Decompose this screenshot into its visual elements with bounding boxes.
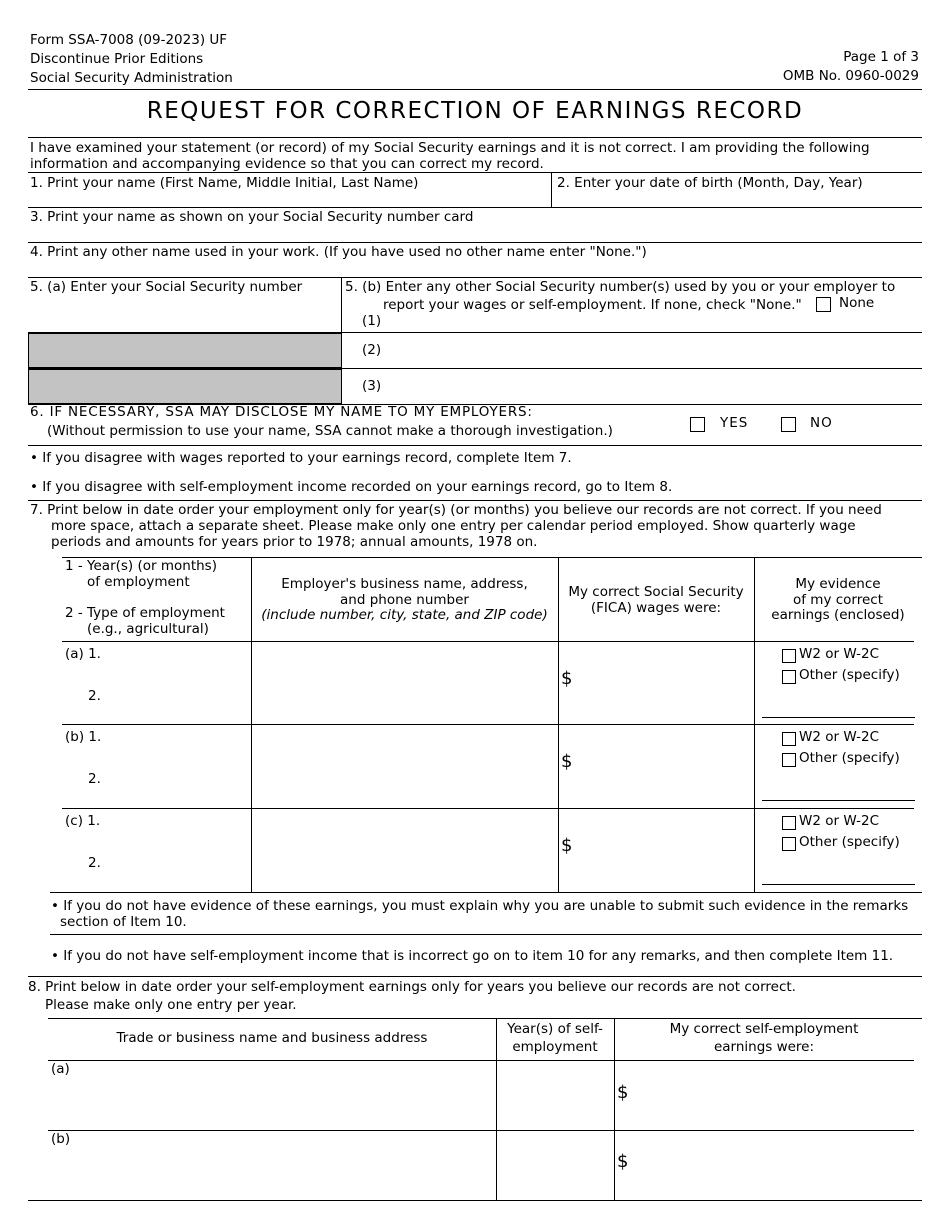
row-type-label: 2. bbox=[88, 771, 101, 787]
col-year-sublabel: of employment bbox=[87, 574, 190, 590]
w2-label: W2 or W-2C bbox=[799, 813, 880, 829]
col-employer-sublabel: and phone number bbox=[340, 592, 469, 608]
page-number: Page 1 of 3 bbox=[843, 49, 919, 65]
omb-number: OMB No. 0960-0029 bbox=[782, 68, 919, 84]
intro-line-1: I have examined your statement (or record) of my Social Security earnings and it is not correct. I am providing the following bbox=[30, 140, 870, 156]
row-year-label: (c) 1. bbox=[65, 813, 101, 829]
col-year-label: 1 - Year(s) (or months) bbox=[65, 558, 217, 574]
row-dollar-sign: $ bbox=[561, 668, 573, 689]
w2-label: W2 or W-2C bbox=[799, 646, 880, 662]
other-ssn-1-input[interactable] bbox=[380, 312, 920, 332]
col-self-earnings-label: My correct self-employment bbox=[669, 1021, 859, 1037]
other-ssn-3-input[interactable] bbox=[380, 370, 920, 403]
col-evidence-sublabel: of my correct bbox=[792, 592, 883, 608]
row-employer-input[interactable] bbox=[252, 811, 556, 889]
other-evidence-checkbox[interactable] bbox=[782, 670, 796, 684]
row-wages-input[interactable] bbox=[577, 745, 752, 785]
other-name-label: 4. Print any other name used in your work. (If you have used no other name enter "None.") bbox=[30, 244, 647, 260]
col-type-sublabel: (e.g., agricultural) bbox=[87, 621, 209, 637]
row-wages-input[interactable] bbox=[577, 829, 752, 869]
other-ssn-2-input[interactable] bbox=[380, 334, 920, 367]
ssn-shaded-box-2 bbox=[28, 369, 342, 404]
yes-label: YES bbox=[720, 415, 749, 431]
col-type-label: 2 - Type of employment bbox=[65, 605, 225, 621]
self-dollar-sign: $ bbox=[617, 1082, 629, 1103]
w2-label: W2 or W-2C bbox=[799, 729, 880, 745]
col-wages-sublabel: (FICA) wages were: bbox=[590, 600, 722, 616]
col-self-year-sublabel: employment bbox=[512, 1039, 598, 1055]
bullet-wages: • If you disagree with wages reported to your earnings record, complete Item 7. bbox=[30, 450, 572, 466]
row-year-label: (b) 1. bbox=[65, 729, 102, 745]
row-dollar-sign: $ bbox=[561, 835, 573, 856]
row-type-label: 2. bbox=[88, 688, 101, 704]
business-input[interactable] bbox=[53, 1079, 493, 1127]
disclose-question: 6. IF NECESSARY, SSA MAY DISCLOSE MY NAME TO MY EMPLOYERS: bbox=[30, 404, 533, 420]
date-of-birth-field[interactable] bbox=[552, 173, 922, 207]
name-field[interactable] bbox=[28, 173, 551, 207]
name-label: 1. Print your name (First Name, Middle Initial, Last Name) bbox=[30, 175, 419, 191]
item7-line-1: 7. Print below in date order your employment only for year(s) (or months) you believe our records are not correct. If you need bbox=[30, 502, 882, 518]
row-wages-input[interactable] bbox=[577, 662, 752, 702]
row-employer-input[interactable] bbox=[252, 644, 556, 722]
other-evidence-label: Other (specify) bbox=[799, 834, 900, 850]
yes-checkbox[interactable] bbox=[690, 417, 705, 432]
evidence-note-line-1: • If you do not have evidence of these earnings, you must explain why you are unable to submit such evidence in the remarks bbox=[51, 898, 909, 914]
form-id: Form SSA-7008 (09-2023) UF bbox=[30, 32, 228, 48]
business-input[interactable] bbox=[53, 1149, 493, 1197]
col-evidence-note: earnings (enclosed) bbox=[771, 607, 905, 623]
row-dollar-sign: $ bbox=[561, 751, 573, 772]
name-on-card-field[interactable] bbox=[28, 208, 922, 242]
other-evidence-checkbox[interactable] bbox=[782, 753, 796, 767]
disclose-note: (Without permission to use your name, SSA cannot make a thorough investigation.) bbox=[47, 423, 613, 439]
none-checkbox[interactable] bbox=[816, 297, 831, 312]
name-on-card-label: 3. Print your name as shown on your Social Security number card bbox=[30, 209, 474, 225]
col-business-label: Trade or business name and business address bbox=[116, 1030, 428, 1046]
discontinue-note: Discontinue Prior Editions bbox=[30, 51, 204, 67]
other-ssn-label-1: 5. (b) Enter any other Social Security number(s) used by you or your employer to bbox=[345, 279, 896, 295]
table-row bbox=[62, 809, 922, 892]
no-label: NO bbox=[810, 415, 833, 431]
other-evidence-input[interactable] bbox=[762, 692, 915, 716]
other-evidence-input[interactable] bbox=[762, 859, 915, 883]
other-evidence-label: Other (specify) bbox=[799, 667, 900, 683]
agency-name: Social Security Administration bbox=[30, 70, 233, 86]
self-dollar-sign: $ bbox=[617, 1151, 629, 1172]
w2-checkbox[interactable] bbox=[782, 816, 796, 830]
table-row bbox=[48, 1061, 922, 1130]
none-label: None bbox=[839, 295, 875, 311]
item7-line-3: periods and amounts for years prior to 1978; annual amounts, 1978 on. bbox=[51, 534, 538, 550]
item8-line-1: 8. Print below in date order your self-employment earnings only for years you believe our records are not correct. bbox=[28, 979, 796, 995]
other-ssn-label-2: report your wages or self-employment. If none, check "None." bbox=[383, 297, 802, 313]
row-employer-input[interactable] bbox=[252, 727, 556, 805]
item8-line-2: Please make only one entry per year. bbox=[45, 997, 297, 1013]
col-employer-note: (include number, city, state, and ZIP code) bbox=[261, 607, 548, 623]
self-row-label: (b) bbox=[51, 1131, 71, 1147]
other-evidence-input[interactable] bbox=[762, 775, 915, 799]
w2-checkbox[interactable] bbox=[782, 649, 796, 663]
other-ssn-3-label: (3) bbox=[362, 378, 382, 394]
col-employer-label: Employer's business name, address, bbox=[281, 576, 528, 592]
table-row bbox=[48, 1131, 922, 1200]
no-checkbox[interactable] bbox=[781, 417, 796, 432]
other-evidence-label: Other (specify) bbox=[799, 750, 900, 766]
evidence-note-line-2: section of Item 10. bbox=[60, 914, 187, 930]
self-earnings-input[interactable] bbox=[633, 1077, 908, 1117]
col-self-year-label: Year(s) of self- bbox=[507, 1021, 603, 1037]
intro-line-2: information and accompanying evidence so that you can correct my record. bbox=[30, 156, 544, 172]
ssn-label: 5. (a) Enter your Social Security number bbox=[30, 279, 303, 295]
col-evidence-label: My evidence bbox=[795, 576, 881, 592]
self-employment-note: • If you do not have self-employment income that is incorrect go on to item 10 for any remarks, and then complete Item 11. bbox=[51, 948, 894, 964]
row-type-label: 2. bbox=[88, 855, 101, 871]
ssn-shaded-box-1 bbox=[28, 333, 342, 368]
self-year-input[interactable] bbox=[500, 1135, 610, 1197]
self-year-input[interactable] bbox=[500, 1065, 610, 1127]
ssn-field[interactable] bbox=[28, 278, 341, 332]
w2-checkbox[interactable] bbox=[782, 732, 796, 746]
other-ssn-1-label: (1) bbox=[362, 313, 382, 329]
other-ssn-2-label: (2) bbox=[362, 342, 382, 358]
table-row bbox=[62, 642, 922, 724]
self-row-label: (a) bbox=[51, 1061, 70, 1077]
row-year-label: (a) 1. bbox=[65, 646, 101, 662]
bullet-self-employment: • If you disagree with self-employment income recorded on your earnings record, go to Item 8. bbox=[30, 479, 673, 495]
other-name-field[interactable] bbox=[28, 243, 922, 277]
page-title: REQUEST FOR CORRECTION OF EARNINGS RECORD bbox=[146, 98, 804, 124]
self-earnings-input[interactable] bbox=[633, 1147, 908, 1187]
col-wages-label: My correct Social Security bbox=[568, 584, 744, 600]
col-self-earnings-sublabel: earnings were: bbox=[713, 1039, 815, 1055]
date-of-birth-label: 2. Enter your date of birth (Month, Day, Year) bbox=[557, 175, 863, 191]
other-evidence-checkbox[interactable] bbox=[782, 837, 796, 851]
item7-line-2: more space, attach a separate sheet. Please make only one entry per calendar period employed. Show quarterly wage bbox=[51, 518, 856, 534]
table-row bbox=[62, 725, 922, 808]
